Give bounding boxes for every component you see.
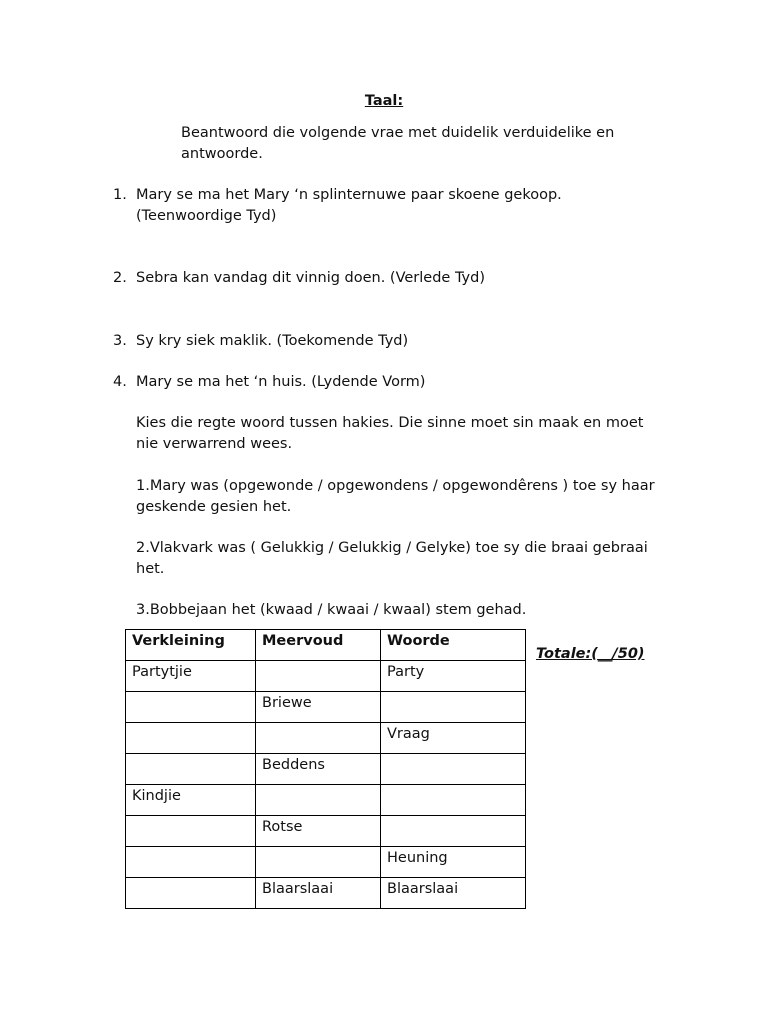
table-row [126,723,526,754]
header-woorde: Woorde [381,630,526,661]
question-number: 3. [113,333,127,349]
question-text: Sy kry siek maklik. (Toekomende Tyd) [136,333,409,349]
question-text: (Teenwoordige Tyd) [136,208,277,224]
question-number: 4. [113,374,127,390]
word-table [125,629,526,909]
header-verkleining: Verkleining [126,630,256,661]
choice-item-3 [136,600,526,621]
question-2 [113,268,485,289]
table-cell: Briewe [256,692,381,723]
table-cell [126,692,256,723]
table-row [126,692,526,723]
table-cell: Beddens [256,754,381,785]
table-row [126,878,526,909]
table-row [126,754,526,785]
question-text: Mary se ma het ‘n huis. (Lydende Vorm) [136,374,426,390]
choice-item-2 [136,538,648,580]
table-cell: Blaarslaai [381,878,526,909]
header-meervoud: Meervoud [256,630,381,661]
question-1 [113,185,562,227]
table-cell [256,785,381,816]
question-number: 2. [113,270,127,286]
instruction [181,123,614,165]
table-cell: Kindjie [126,785,256,816]
table-cell: Vraag [381,723,526,754]
table-cell [256,723,381,754]
table-cell [256,847,381,878]
choice-item-line: het. [136,561,165,577]
table-cell [126,754,256,785]
table-cell: Heuning [381,847,526,878]
choice-item-line: 1.Mary was (opgewonde / opgewondens / opgewondêrens ) toe sy haar [136,478,655,494]
table-cell [381,785,526,816]
table-row [126,661,526,692]
table-cell [381,692,526,723]
instruction-line: Beantwoord die volgende vrae met duidelik verduidelike en [181,125,615,141]
question-3 [113,331,408,352]
table-row [126,785,526,816]
table-cell [126,723,256,754]
table-cell: Blaarslaai [256,878,381,909]
table-cell [126,816,256,847]
table-header-row [126,630,526,661]
table-cell [381,754,526,785]
question-text: Sebra kan vandag dit vinnig doen. (Verlede Tyd) [136,270,485,286]
table-row [126,847,526,878]
question-4 [113,372,425,393]
choice-item-line: 3.Bobbejaan het (kwaad / kwaai / kwaal) stem gehad. [136,602,527,618]
table-cell [126,878,256,909]
table-cell: Partytjie [126,661,256,692]
table-cell [256,661,381,692]
table-cell: Rotse [256,816,381,847]
instruction-line: antwoorde. [181,146,263,162]
table-row [126,816,526,847]
choice-instruction-line: Kies die regte woord tussen hakies. Die sinne moet sin maak en moet [136,415,644,431]
table-cell: Party [381,661,526,692]
choice-item-line: 2.Vlakvark was ( Gelukkig / Gelukkig / Gelyke) toe sy die braai gebraai [136,540,648,556]
table-cell [126,847,256,878]
choice-item-line: geskende gesien het. [136,499,292,515]
choice-instruction [136,413,643,455]
question-number: 1. [113,187,127,203]
choice-item-1 [136,476,655,518]
page-title: Taal: [364,93,404,109]
table-cell [381,816,526,847]
question-text: Mary se ma het Mary ‘n splinternuwe paar skoene gekoop. [136,187,562,203]
total-score: Totale:(__/50) [536,646,645,662]
choice-instruction-line: nie verwarrend wees. [136,436,293,452]
